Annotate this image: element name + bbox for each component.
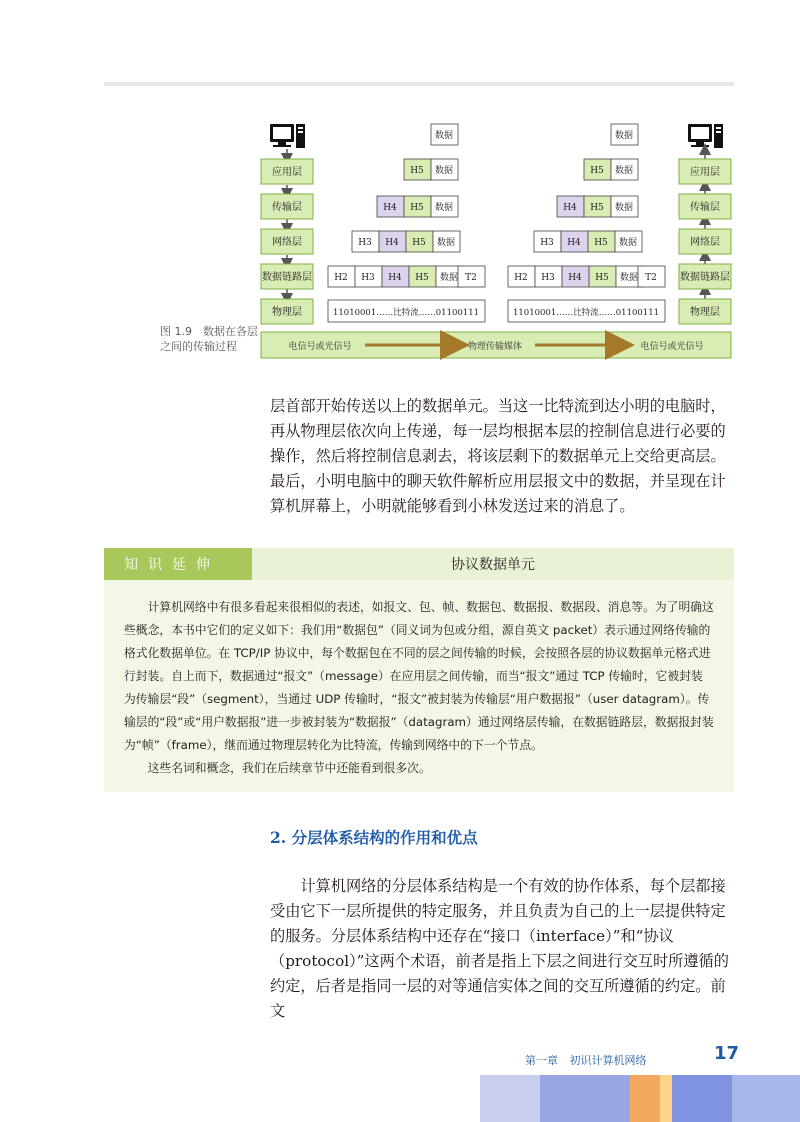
footer-color-band: [480, 1075, 800, 1122]
right-h4-r2: H4: [563, 203, 577, 213]
right-layer-physical: 物理层: [690, 307, 720, 318]
section-heading: 2. 分层体系结构的作用和优点: [270, 828, 478, 847]
left-data-r4: 数据: [439, 273, 459, 283]
left-layer-transport: 传输层: [272, 202, 302, 213]
extension-body: [104, 580, 734, 792]
right-h5-r3: H5: [594, 238, 608, 248]
figure-caption: [160, 324, 260, 354]
figure-number: 图 1.9: [160, 325, 192, 338]
right-h4-r3: H4: [567, 238, 581, 248]
right-data-r3: 数据: [618, 238, 638, 248]
extension-label: 知识延伸: [104, 548, 252, 580]
right-data-r2: 数据: [614, 203, 634, 213]
right-h5-r1: H5: [590, 166, 604, 176]
left-h5-r1: H5: [410, 166, 424, 176]
left-h4-r2: H4: [383, 203, 397, 213]
header-rule: [104, 82, 734, 86]
paragraph-text: 层首部开始传送以上的数据单元。当这一比特流到达小明的电脑时，再从物理层依次向上传递，每一层均根据本层的控制信息进行必要的操作，然后将控制信息剥去，将该层剩下的数据单元上交给更高层。最后，小明电脑中的聊天软件解析应用层报文中的数据，并呈现在计算机屏幕上，小明就能够看到小林发送过来的消息了。: [270, 397, 726, 515]
right-bitstream: 11010001……比特流……01100111: [512, 308, 660, 318]
right-layer-application: 应用层: [690, 167, 720, 178]
right-h3-r4: H3: [541, 273, 555, 283]
page-number: 17: [714, 1043, 740, 1064]
footer-chapter: [525, 1052, 647, 1068]
left-layer-application: 应用层: [272, 167, 302, 178]
media-left-label: 电信号或光信号: [288, 342, 352, 352]
right-layer-transport: 传输层: [690, 202, 720, 213]
figure-caption-text: 数据在各层之间的传输过程: [160, 325, 258, 353]
body-paragraph-1: [270, 394, 735, 519]
right-data-r1: 数据: [614, 166, 634, 176]
extension-paragraph: 计算机网络中有很多看起来很相似的表述，如报文、包、帧、数据包、数据报、数据段、消息等。为了明确这些概念，本书中它们的定义如下：我们用“数据包”（同义词为包或分组，源自英文 packet）表示通过网络传输的格式化数据单位。在 TCP/IP 协议中，每个数据包在不同的层之间传输的时候，会按照各层的协议数据单元格式进行封装。自上而下，数据通过“报文”（message）在应用层之间传输，而当“报文”通过 TCP 传输时，它被封装为传输层“段”（segment），当通过 UDP 传输时，“报文”被封装为传输层“用户数据报”（user datagram）。传输层的“段”或“用户数据报”进一步被封装为“数据报”（datagram）通过网络层传输，在数据链路层，数据报封装为“帧”（frame），继而通过物理层转化为比特流，传输到网络中的下一个节点。: [124, 600, 714, 752]
left-h4-r4: H4: [388, 273, 402, 283]
paragraph-text: 计算机网络的分层体系结构是一个有效的协作体系，每个层都接受由它下一层所提供的特定服务，并且负责为自己的上一层提供特定的服务。分层体系结构中还存在“接口（interface）”和“协议（protocol）”这两个术语，前者是指上下层之间进行交互时所遵循的约定，后者是指同一层的对等通信实体之间的交互所遵循的约定。前文: [270, 877, 729, 1020]
chapter-number: 第一章: [525, 1054, 558, 1067]
left-h4-r3: H4: [385, 238, 399, 248]
right-h5-r4: H5: [595, 273, 609, 283]
left-data-top: 数据: [434, 131, 454, 141]
left-data-r3: 数据: [436, 238, 456, 248]
right-data-r4: 数据: [619, 273, 639, 283]
left-h3-r3: H3: [358, 238, 372, 248]
left-layer-network: 网络层: [272, 237, 302, 248]
left-h5-r2: H5: [410, 203, 424, 213]
left-h3-r4: H3: [361, 273, 375, 283]
body-paragraph-2: [270, 874, 735, 1024]
left-layer-physical: 物理层: [272, 307, 302, 318]
left-h5-r3: H5: [412, 238, 426, 248]
left-data-r2: 数据: [434, 203, 454, 213]
computer-icon-left: [270, 124, 305, 148]
computer-icon-right: [688, 124, 723, 148]
left-h5-r4: H5: [415, 273, 429, 283]
left-bitstream: 11010001……比特流……01100111: [332, 308, 480, 318]
left-layer-datalink: 数据链路层: [262, 272, 312, 283]
layer-transmission-diagram: [0, 110, 800, 370]
right-h4-r4: H4: [568, 273, 582, 283]
extension-paragraph: 这些名词和概念，我们在后续章节中还能看到很多次。: [147, 761, 431, 775]
right-layer-network: 网络层: [690, 237, 720, 248]
left-h2-r4: H2: [334, 273, 348, 283]
right-data-top: 数据: [614, 131, 634, 141]
left-t2-r4: T2: [465, 273, 477, 283]
media-center-label: 物理传输媒体: [467, 342, 523, 352]
left-data-r1: 数据: [434, 166, 454, 176]
right-layer-datalink: 数据链路层: [680, 272, 730, 283]
extension-header: [104, 548, 734, 580]
extension-title: 协议数据单元: [252, 548, 734, 580]
media-right-label: 电信号或光信号: [640, 342, 704, 352]
right-h5-r2: H5: [590, 203, 604, 213]
chapter-title: 初识计算机网络: [569, 1054, 647, 1067]
right-h3-r3: H3: [540, 238, 554, 248]
right-t2-r4: T2: [645, 273, 657, 283]
right-h2-r4: H2: [514, 273, 528, 283]
